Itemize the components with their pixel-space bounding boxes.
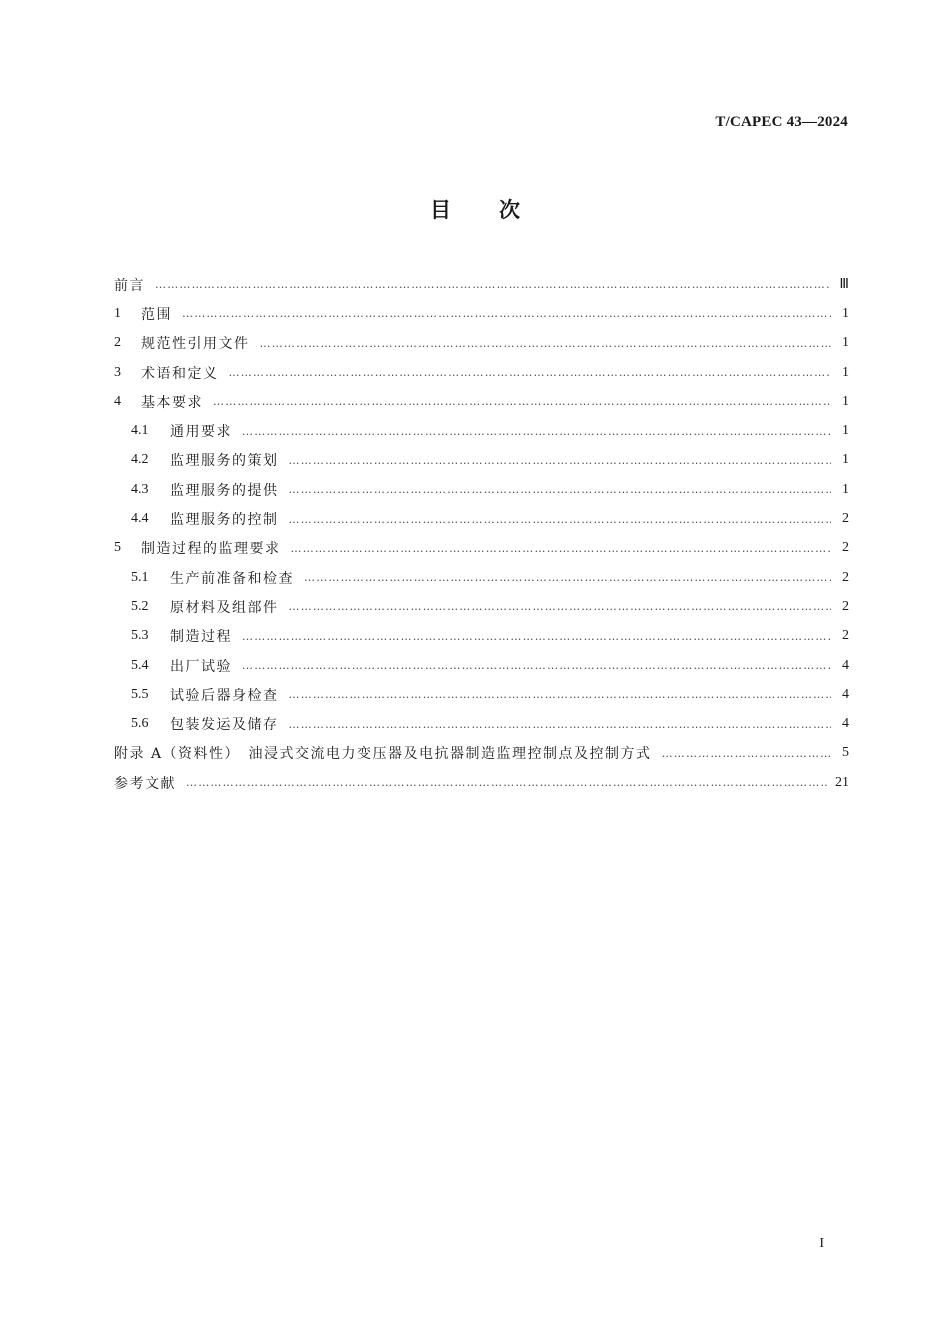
toc-entry-number: 5.2 (131, 598, 149, 614)
toc-entry-page: 4 (842, 686, 849, 702)
toc-entry-number: 4.1 (131, 423, 149, 439)
toc-entry-label: 试验后器身检查 (170, 687, 279, 704)
toc-entry-page: 21 (835, 774, 849, 790)
dot-leader (289, 513, 832, 526)
dot-leader (213, 395, 831, 408)
toc-entry-number: 4 (114, 393, 121, 409)
toc-entry-number: 5.6 (131, 716, 149, 732)
toc-entry-page: 1 (842, 481, 849, 497)
toc-entry-label: 监理服务的控制 (170, 512, 279, 529)
toc-entry-page: 1 (842, 452, 849, 468)
toc-entry-page: Ⅲ (839, 277, 849, 293)
toc-entry-label: 通用要求 (170, 424, 232, 441)
toc-entry-page: 2 (842, 628, 849, 644)
dot-leader (289, 483, 832, 496)
toc-entry[interactable] (114, 563, 849, 592)
toc-entry-page: 1 (842, 364, 849, 380)
toc-entry-label: 范围 (141, 306, 172, 323)
toc-entry[interactable] (114, 387, 849, 416)
toc-entry-number: 5.5 (131, 686, 149, 702)
toc-entry[interactable] (114, 534, 849, 563)
toc-entry-page: 5 (842, 745, 849, 761)
toc-entry[interactable] (114, 680, 849, 709)
toc-entry[interactable] (114, 592, 849, 621)
toc-entry-page: 1 (842, 335, 849, 351)
toc-entry[interactable] (114, 329, 849, 358)
dot-leader (242, 659, 831, 672)
document-code: T/CAPEC 43—2024 (715, 114, 848, 130)
toc-entry-label: 包装发运及储存 (170, 717, 279, 734)
toc-entry-label: 监理服务的提供 (170, 482, 279, 499)
dot-leader (242, 425, 831, 438)
toc-entry-label: 规范性引用文件 (141, 336, 250, 353)
toc-entry-number: 3 (114, 364, 121, 380)
toc-entry[interactable] (114, 739, 849, 768)
toc-entry-label: 术语和定义 (141, 365, 219, 382)
dot-leader (289, 718, 832, 731)
toc-entry-number: 4.4 (131, 511, 149, 527)
toc-entry[interactable] (114, 651, 849, 680)
toc-entry-label: 参考文献 (114, 775, 176, 792)
toc-entry[interactable] (114, 446, 849, 475)
toc-entry-number: 4.3 (131, 481, 149, 497)
dot-leader (289, 600, 832, 613)
dot-leader (662, 747, 831, 760)
toc-entry-label: 监理服务的策划 (170, 453, 279, 470)
toc-entry-page: 2 (842, 569, 849, 585)
toc-entry-label: 制造过程 (170, 629, 232, 646)
toc-entry-number: 5 (114, 540, 121, 556)
dot-leader (260, 337, 832, 350)
toc-entry[interactable] (114, 416, 849, 445)
toc-entry-label: 制造过程的监理要求 (141, 541, 281, 558)
toc-entry-label: 前言 (114, 277, 145, 294)
toc-entry[interactable] (114, 768, 849, 797)
dot-leader (291, 542, 832, 555)
dot-leader (304, 571, 831, 584)
toc-entry[interactable] (114, 475, 849, 504)
toc-entry-label: 生产前准备和检查 (170, 570, 294, 587)
toc-entry-page: 2 (842, 511, 849, 527)
dot-leader (155, 278, 831, 291)
toc-entry[interactable] (114, 709, 849, 738)
toc-entry[interactable] (114, 622, 849, 651)
toc-entry-number: 5.4 (131, 657, 149, 673)
dot-leader (186, 776, 827, 789)
dot-leader (182, 307, 831, 320)
toc-entry-number: 4.2 (131, 452, 149, 468)
toc-entry-number: 2 (114, 335, 121, 351)
toc-entry-page: 4 (842, 657, 849, 673)
toc-entry-page: 2 (842, 540, 849, 556)
toc-entry-number: 1 (114, 305, 121, 321)
toc-entry[interactable] (114, 299, 849, 328)
toc-entry-page: 1 (842, 393, 849, 409)
toc-entry-page: 1 (842, 423, 849, 439)
toc-entry-label: 基本要求 (141, 394, 203, 411)
toc-entry-number: 5.1 (131, 569, 149, 585)
page-number: I (819, 1236, 824, 1251)
toc-entry-page: 1 (842, 305, 849, 321)
dot-leader (242, 630, 831, 643)
toc-entry-label: 附录 A（资料性） 油浸式交流电力变压器及电抗器制造监理控制点及控制方式 (114, 746, 652, 763)
toc-entry-number: 5.3 (131, 628, 149, 644)
dot-leader (229, 366, 832, 379)
toc-entry-label: 出厂试验 (170, 658, 232, 675)
dot-leader (289, 454, 832, 467)
toc-entry[interactable] (114, 358, 849, 387)
table-of-contents (114, 270, 849, 797)
toc-entry-page: 4 (842, 716, 849, 732)
toc-entry[interactable] (114, 270, 849, 299)
dot-leader (289, 688, 832, 701)
toc-entry-label: 原材料及组部件 (170, 599, 279, 616)
toc-entry-page: 2 (842, 598, 849, 614)
toc-title: 目次 (430, 198, 568, 222)
toc-entry[interactable] (114, 504, 849, 533)
